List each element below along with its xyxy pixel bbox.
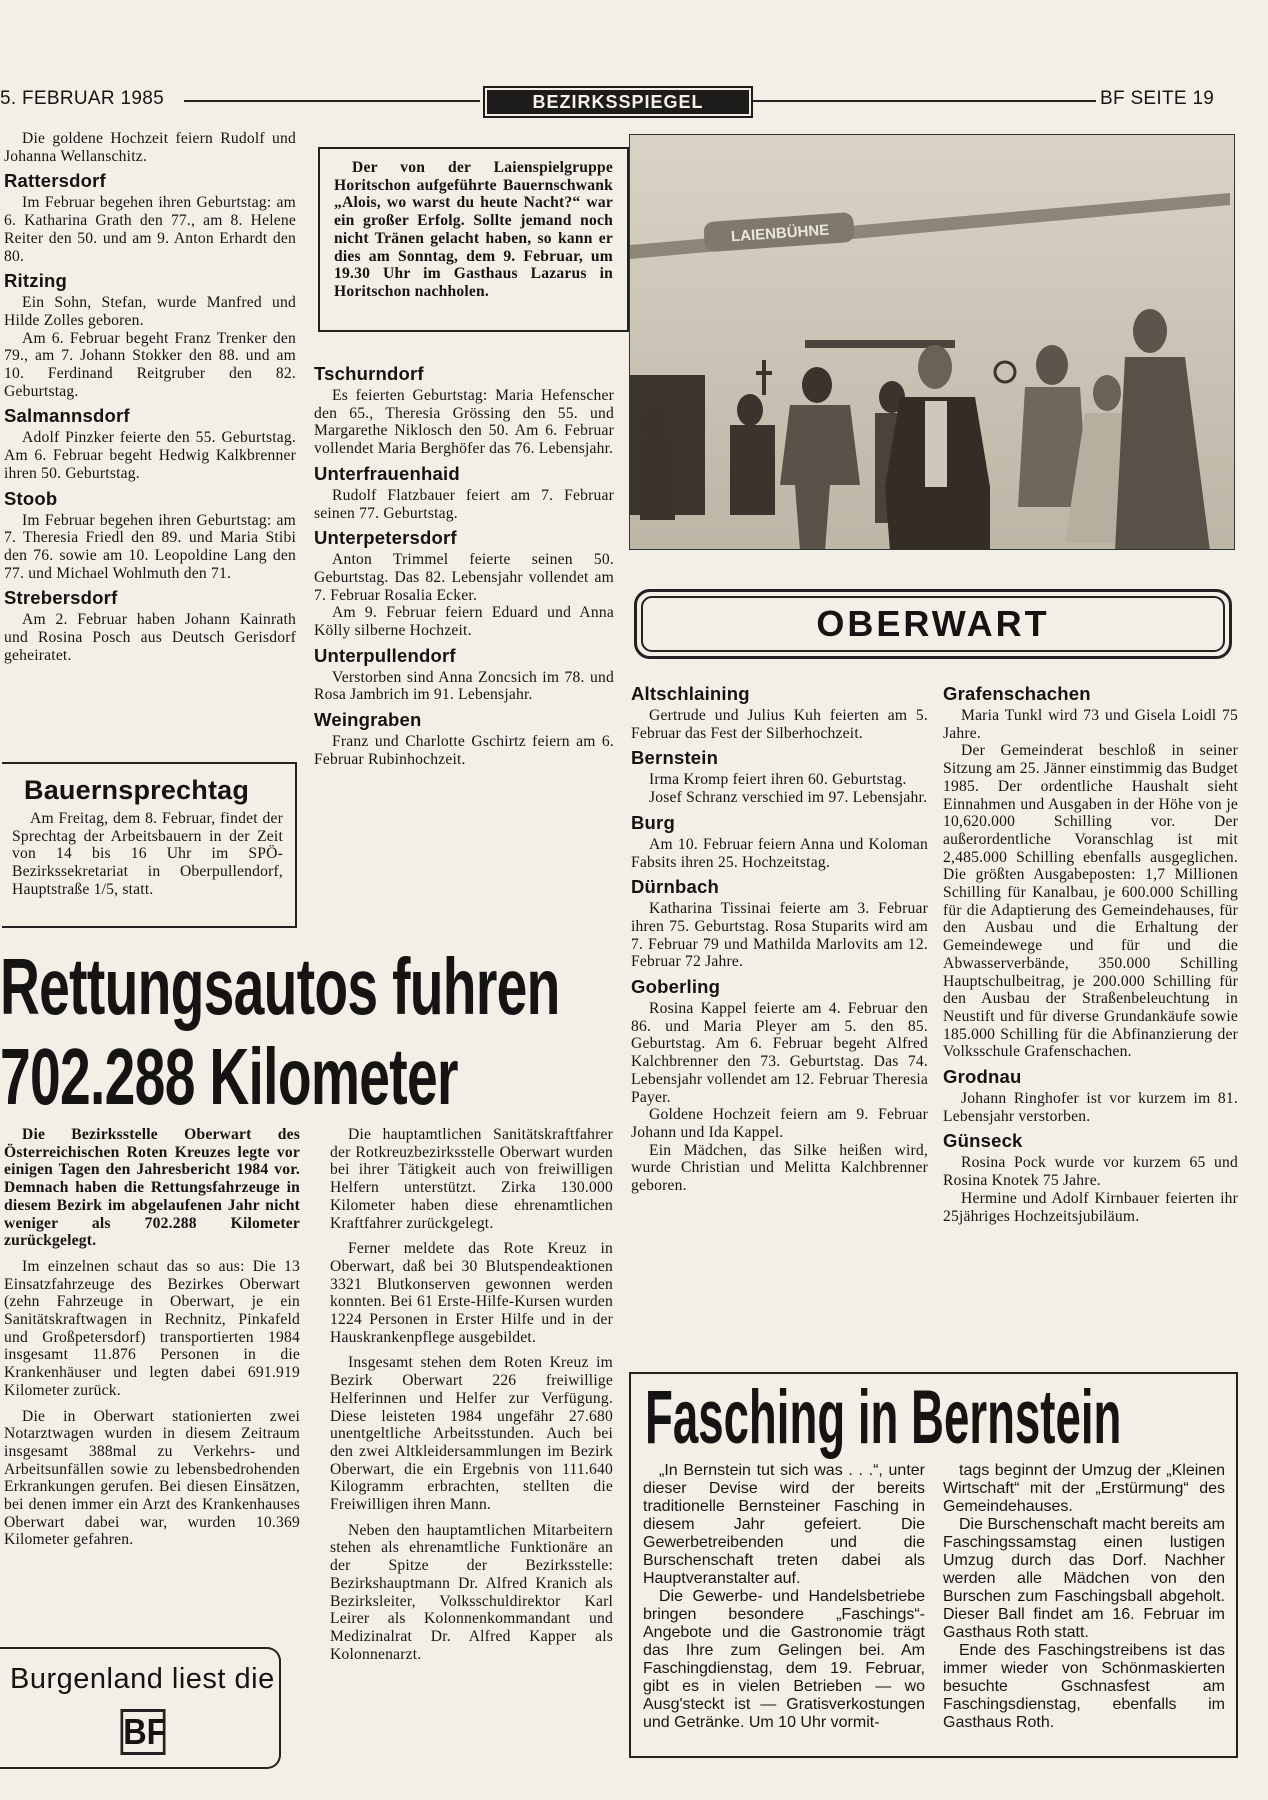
news-paragraph: Es feierten Geburtstag: Maria Hefenscher den 65., Theresia Grössing den 55. und Margarethe Niklosch den 50. Am 6. Februar vollendet Maria Berghöfer das 76. Lebensjahr. <box>314 387 614 458</box>
news-paragraph: Neben den hauptamtlichen Mitarbeitern stehen als ehrenamtliche Funktionäre an der Spitze der Bezirksstelle: Bezirkshauptmann Dr. Alfred Kranich als Bezirksleiter, Volksschuldirektor Karl Leirer als Kolonnenkommandant und Medizinalrat Dr. Alfred Kapper als Kolonnenarzt. <box>330 1521 613 1663</box>
news-paragraph: Insgesamt stehen dem Roten Kreuz im Bezirk Oberwart 226 freiwillige Helferinnen und Helfer zur Verfügung. Diese leisteten 1984 ungefähr 27.680 unentgeltliche Arbeitsstunden. Auch bei den zwei Altkleidersammlungen im Bezirk Oberwart, die ein Ergebnis von 111.640 Kilogramm erbrachten, stellten die Freiwilligen ihren Mann. <box>330 1354 613 1514</box>
stage-photo-image <box>630 135 1235 550</box>
news-heading: Bernstein <box>631 747 719 769</box>
section-tag: BEZIRKSSPIEGEL <box>483 86 753 118</box>
news-paragraph: Katharina Tissinai feierte am 3. Februar ihren 75. Geburtstag. Rosa Stuparits wird am 7. Februar 79 und Mathilda Marlovits am 12. Februar 72 Jahre. <box>631 900 928 971</box>
news-paragraph: Ferner meldete das Rote Kreuz in Oberwart, daß bei 30 Blutspendeaktionen 3321 Blutkonserven gewonnen werden konnten. Bei 61 Erste-Hilfe-Kursen wurden 1224 Personen in Erster Hilfe und in der Hauskrankenpflege ausgebildet. <box>330 1240 613 1346</box>
news-paragraph: Irma Kromp feiert ihren 60. Geburtstag. <box>649 771 907 789</box>
news-paragraph: Im einzelnen schaut das so aus: Die 13 Einsatzfahrzeuge des Bezirkes Oberwart (zehn Fahrzeuge in Oberwart, je ein Sanitätskraftwagen in Rechnitz, Pinkafeld und Großpetersdorf) transportierten 1984 insgesamt 11.876 Personen in die Krankenhäuser und legten dabei 691.919 Kilometer zurück. <box>4 1257 300 1399</box>
news-heading: Ritzing <box>4 270 68 292</box>
news-paragraph: Die in Oberwart stationierten zwei Notarztwagen wurden in diesem Zeitraum insgesamt 388mal zu Verkehrs- und Arbeitsunfällen sowie zu lebensbedrohenden Erkrankungen gerufen. Bei diesen Einsätzen, bei denen immer ein Arzt des Krankenhauses Oberwart dabei war, wurden 10.369 Kilometer gefahren. <box>4 1407 300 1549</box>
news-paragraph: Der Gemeinderat beschloß in seiner Sitzung am 25. Jänner einstimmig das Budget 1985. Der ordentliche Haushalt sieht Einnahmen und Ausgaben in der Höhe von je 10,620.000 Schilling vor. Der außerordentliche Voranschlag ist mit 2,485.000 Schilling ebenfalls ausgeglichen. Die größten Ausgabeposten: 1,7 Millionen Schilling für Kanalbau, je 600.000 Schilling für die Adaptierung des Gemeindehauses, für den Ausbau und die Erhaltung der Gemeindewege und für und die Abwasserverbände, 350.000 Schilling Hauptschulbeitrag, je 200.000 Schilling für den Ausbau der Straßenbeleuchtung in Neustift und für diverse Grundankäufe sowie 185.000 Schilling für die Abfinanzierung der Volksschule Grafenschachen. <box>943 742 1238 1061</box>
news-paragraph: Verstorben sind Anna Zoncsich im 78. und Rosa Jambrich im 91. Lebensjahr. <box>314 668 614 704</box>
news-paragraph: Die Burschenschaft macht bereits am Faschingssamstag einen lustigen Umzug durch das Dorf. Nachher werden alle Mädchen von den Burschen zum Faschingsball abgeholt. Dieser Ball findet am 16. Februar im Gasthaus Roth statt. <box>943 1516 1225 1641</box>
oberwart-news-column-1 <box>631 678 928 1195</box>
news-paragraph: Im Februar begehen ihren Geburtstag: am 6. Katharina Grath den 77., am 8. Helene Reiter den 50. und am 9. Anton Erhardt den 80. <box>4 194 296 265</box>
news-heading: Unterfrauenhaid <box>314 462 460 484</box>
news-paragraph: Am 10. Februar feiern Anna und Koloman Fabsits ihren 25. Hochzeitstag. <box>631 835 928 871</box>
news-paragraph: tags beginnt der Umzug der „Kleinen Wirtschaft“ mit der „Erstürmung“ des Gemeindehauses. <box>943 1462 1225 1515</box>
fasching-column-1 <box>643 1462 925 1732</box>
rettung-headline-line-2: 702.288 Kilometer <box>0 1032 458 1121</box>
news-heading: Dürnbach <box>631 876 719 898</box>
news-heading: Salmannsdorf <box>4 405 130 427</box>
bauernsprechtag-box <box>2 762 297 928</box>
news-heading: Strebersdorf <box>4 587 118 609</box>
news-paragraph: Adolf Pinzker feierte den 55. Geburtstag. Am 6. Februar begeht Hedwig Kalkbrenner ihren 50. Geburtstag. <box>4 429 296 482</box>
news-heading: Altschlaining <box>631 683 750 704</box>
actor-head <box>1093 375 1121 411</box>
news-heading: Grodnau <box>943 1066 1022 1088</box>
advert-text: Burgenland liest die <box>10 1663 275 1695</box>
news-paragraph: Der von der Laienspielgruppe Horitschon aufgeführte Bauernschwank „Alois, wo warst du heute Nacht?“ war ein großer Erfolg. Sollte jemand noch nicht Tränen gelacht haben, so kann er dies am Sonntag, dem 9. Februar, um 19.30 Uhr im Gasthaus Lazarus in Horitschon nachholen. <box>334 159 613 300</box>
news-paragraph: Am 9. Februar feiern Eduard und Anna Kölly silberne Hochzeit. <box>314 604 614 640</box>
news-heading: Weingraben <box>314 709 422 731</box>
stage-photo <box>629 134 1235 550</box>
theater-notice-box <box>318 147 629 332</box>
actor-head <box>1036 345 1068 385</box>
bf-advert <box>0 1647 281 1769</box>
fasching-headline: Fasching in Bernstein <box>645 1375 1122 1460</box>
news-paragraph: Die Gewerbe- und Handelsbetriebe bringen besondere „Faschings“-Angebote und die Gastronomie trägt das Ihre zum Gelingen bei. Am Faschingdienstag, dem 19. Februar, gibt es in vielen Betrieben — wo Ausg'steckt ist — Gratisverkostungen und Getränke. Um 10 Uhr vormit- <box>643 1588 925 1731</box>
page-number: BF SEITE 19 <box>1100 88 1215 109</box>
news-paragraph: Rosina Kappel feierte am 4. Februar den 86. und Maria Pleyer am 5. den 85. Geburtstag. Am 6. Februar begeht Alfred Kalchbrenner den 73. Geburtstag. Das 74. Lebensjahr vollendet am 12. Februar Theresia Payer. <box>631 1000 928 1106</box>
news-paragraph: Die goldene Hochzeit feiern Rudolf und Johanna Wellanschitz. <box>4 130 296 165</box>
news-paragraph: Am 6. Februar begeht Franz Trenker den 79., am 7. Johann Stokker den 88. und am 10. Ferdinand Reitgruber den 82. Geburtstag. <box>4 329 296 400</box>
news-heading: Bauernsprechtag <box>24 775 250 805</box>
actor-head <box>918 345 952 389</box>
oberwart-news-column-2 <box>943 678 1238 1225</box>
news-paragraph: „In Bernstein tut sich was . . .“, unter dieser Devise wird der bereits traditionelle Bernsteiner Fasching in diesem Jahr gefeiert. Die Gewerbetreibenden und die Burschenschaft treten dabei als Hauptveranstalter auf. <box>643 1462 925 1587</box>
news-paragraph: Im Februar begehen ihren Geburtstag: am 7. Theresia Friedl den 89. und Maria Stibi den 76. sowie am 10. Leopoldine Lang den 77. und Michael Wohlmuth den 71. <box>4 511 296 582</box>
news-paragraph: Gertrude und Julius Kuh feierten am 5. Februar das Fest der Silberhochzeit. <box>631 707 928 742</box>
bauernsprechtag-content <box>12 774 283 899</box>
news-paragraph: Die Bezirksstelle Oberwart des Österreichischen Roten Kreuzes legte vor einigen Tagen den Jahresbericht 1984 vor. Demnach haben die Rettungsfahrzeuge in diesem Bezirk im abgelaufenen Jahr nicht weniger als 702.288 Kilometer zurückgelegt. <box>4 1126 300 1250</box>
news-paragraph: Ein Mädchen, das Silke heißen wird, wurde Christian und Melitta Kalchbrenner geboren. <box>631 1141 928 1195</box>
news-paragraph: Die hauptamtlichen Sanitätskraftfahrer der Rotkreuzbezirksstelle Oberwart wurden bei ihrer Tätigkeit auch von freiwilligen Helfern unterstützt. Zirka 130.000 Kilometer haben diese ehrenamtlichen Kraftfahrer zurückgelegt. <box>330 1126 613 1232</box>
news-heading: Burg <box>631 811 675 833</box>
news-paragraph: Ein Sohn, Stefan, wurde Manfred und Hilde Zolles geboren. <box>4 294 296 329</box>
news-heading: Unterpetersdorf <box>314 527 457 549</box>
news-heading: Grafenschachen <box>943 683 1091 704</box>
actor-head <box>642 409 668 441</box>
issue-date: 5. FEBRUAR 1985 <box>0 88 164 109</box>
news-paragraph: Maria Tunkl wird 73 und Gisela Loidl 75 Jahre. <box>943 707 1238 742</box>
header-rule-right <box>752 100 1096 102</box>
oberwart-section-banner <box>634 589 1232 659</box>
news-paragraph: Goldene Hochzeit feiern am 9. Februar Johann und Ida Kappel. <box>631 1106 928 1141</box>
news-heading: Unterpullendorf <box>314 644 456 666</box>
oberwart-title: OBERWART <box>641 596 1225 652</box>
news-paragraph: Am 2. Februar haben Johann Kainrath und Rosina Posch aus Deutsch Gerisdorf geheiratet. <box>4 611 296 664</box>
news-paragraph: Rosina Pock wurde vor kurzem 65 und Rosina Knotek 75 Jahre. <box>943 1154 1238 1190</box>
news-heading: Stoob <box>4 487 58 509</box>
header-rule-left <box>184 100 480 102</box>
stage-sign-text: LAIENBÜHNE <box>730 221 830 246</box>
fasching-article-box <box>629 1372 1238 1758</box>
bf-logo: BF <box>121 1709 166 1755</box>
news-heading: Tschurndorf <box>314 363 424 384</box>
actor-shirt <box>925 401 947 487</box>
actor-body <box>730 425 775 515</box>
fasching-column-2 <box>943 1462 1225 1732</box>
news-paragraph: Anton Trimmel feierte seinen 50. Geburtstag. Das 82. Lebensjahr vollendet am 7. Februar Rosalia Ecker. <box>314 551 614 604</box>
news-paragraph: Am Freitag, dem 8. Februar, findet der Sprechtag der Arbeitsbauern in der Zeit von 14 bis 16 Uhr im SPÖ-Bezirkssekretariat in Oberpullendorf, Hauptstraße 1/5, statt. <box>12 810 283 898</box>
news-heading: Günseck <box>943 1130 1023 1152</box>
local-news-column-2 <box>314 358 614 769</box>
actor-body <box>640 440 675 520</box>
actor-head <box>1133 309 1167 353</box>
rettung-headline-line-1: Rettungsautos fuhren <box>0 942 560 1031</box>
news-paragraph: Ende des Faschingstreibens ist das immer wieder von Schönmaskierten besuchte Gschnasfest am Faschingsdienstag, ebenfalls im Gasthaus Roth. <box>943 1642 1225 1731</box>
theater-notice-content <box>334 159 613 301</box>
news-paragraph: Franz und Charlotte Gschirtz feiern am 6. Februar Rubinhochzeit. <box>314 733 614 768</box>
news-paragraph: Johann Ringhofer ist vor kurzem im 81. Lebensjahr verstorben. <box>943 1090 1238 1125</box>
news-heading: Rattersdorf <box>4 170 106 192</box>
news-paragraph: Josef Schranz verschied im 97. Lebensjahr. <box>649 789 928 807</box>
rettung-article-column-1 <box>4 1126 300 1549</box>
rettung-article-column-2 <box>330 1126 613 1663</box>
news-heading: Goberling <box>631 976 721 998</box>
actor-head <box>737 394 763 426</box>
local-news-column-1 <box>4 130 296 664</box>
actor-head <box>802 367 832 403</box>
news-paragraph: Rudolf Flatzbauer feiert am 7. Februar seinen 77. Geburtstag. <box>314 486 614 522</box>
news-paragraph: Hermine und Adolf Kirnbauer feierten ihr 25jähriges Hochzeitsjubiläum. <box>943 1189 1238 1225</box>
